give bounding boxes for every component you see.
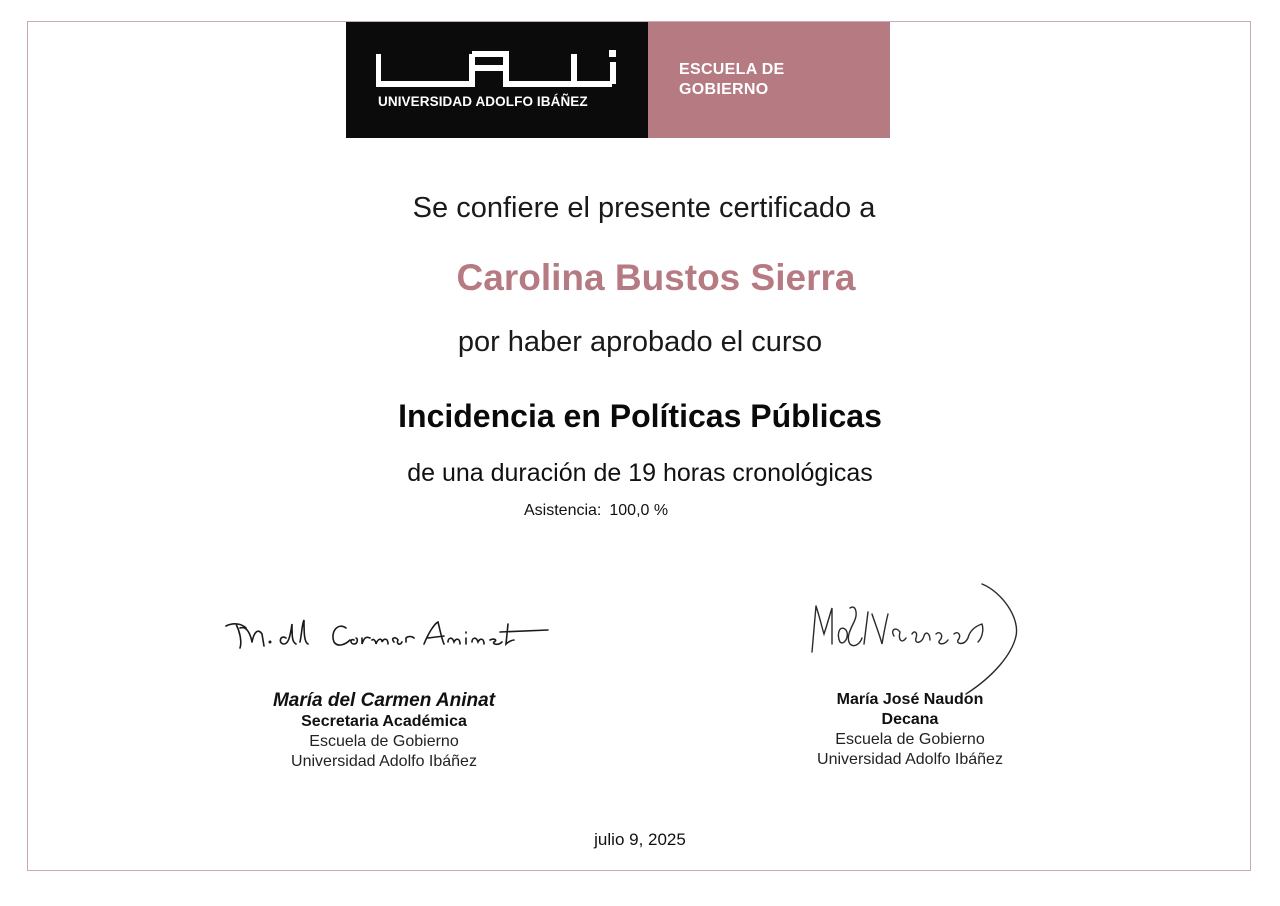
certificate-intro: Se confiere el presente certificado a (412, 192, 876, 224)
signatory-right-name: María José Naudon (836, 691, 984, 708)
signatory-right-university: Universidad Adolfo Ibáñez (817, 751, 1003, 768)
signatory-left (174, 690, 594, 772)
recipient-name: Carolina Bustos Sierra (456, 257, 856, 298)
course-title: Incidencia en Políticas Públicas (398, 398, 882, 434)
signatory-left-university: Universidad Adolfo Ibáñez (291, 753, 477, 770)
attendance-value: 100,0 % (609, 502, 669, 519)
signatory-right (700, 690, 1120, 770)
signatory-left-name: María del Carmen Aninat (272, 690, 496, 711)
signatory-right-school: Escuela de Gobierno (835, 731, 985, 748)
logo-school-panel (648, 22, 890, 138)
logo-school-line2: GOBIERNO (679, 81, 769, 98)
attendance-label: Asistencia: (524, 502, 602, 519)
course-duration: de una duración de 19 horas cronológicas (407, 459, 873, 487)
logo-school-name (679, 60, 785, 100)
attendance (524, 502, 668, 520)
logo-university-name: UNIVERSIDAD ADOLFO IBÁÑEZ (378, 94, 588, 109)
signature-right (806, 578, 1026, 698)
logo-dark-panel (346, 22, 648, 138)
signatory-right-role: Decana (881, 711, 939, 728)
signatory-left-role: Secretaria Académica (301, 713, 467, 730)
logo-school-line1: ESCUELA DE (679, 61, 785, 78)
approved-text: por haber aprobado el curso (457, 326, 823, 358)
signatory-left-school: Escuela de Gobierno (309, 733, 459, 750)
signature-left (222, 598, 552, 658)
uai-logo-icon (376, 50, 622, 92)
certificate-date: julio 9, 2025 (594, 830, 686, 849)
university-logo (346, 22, 890, 138)
